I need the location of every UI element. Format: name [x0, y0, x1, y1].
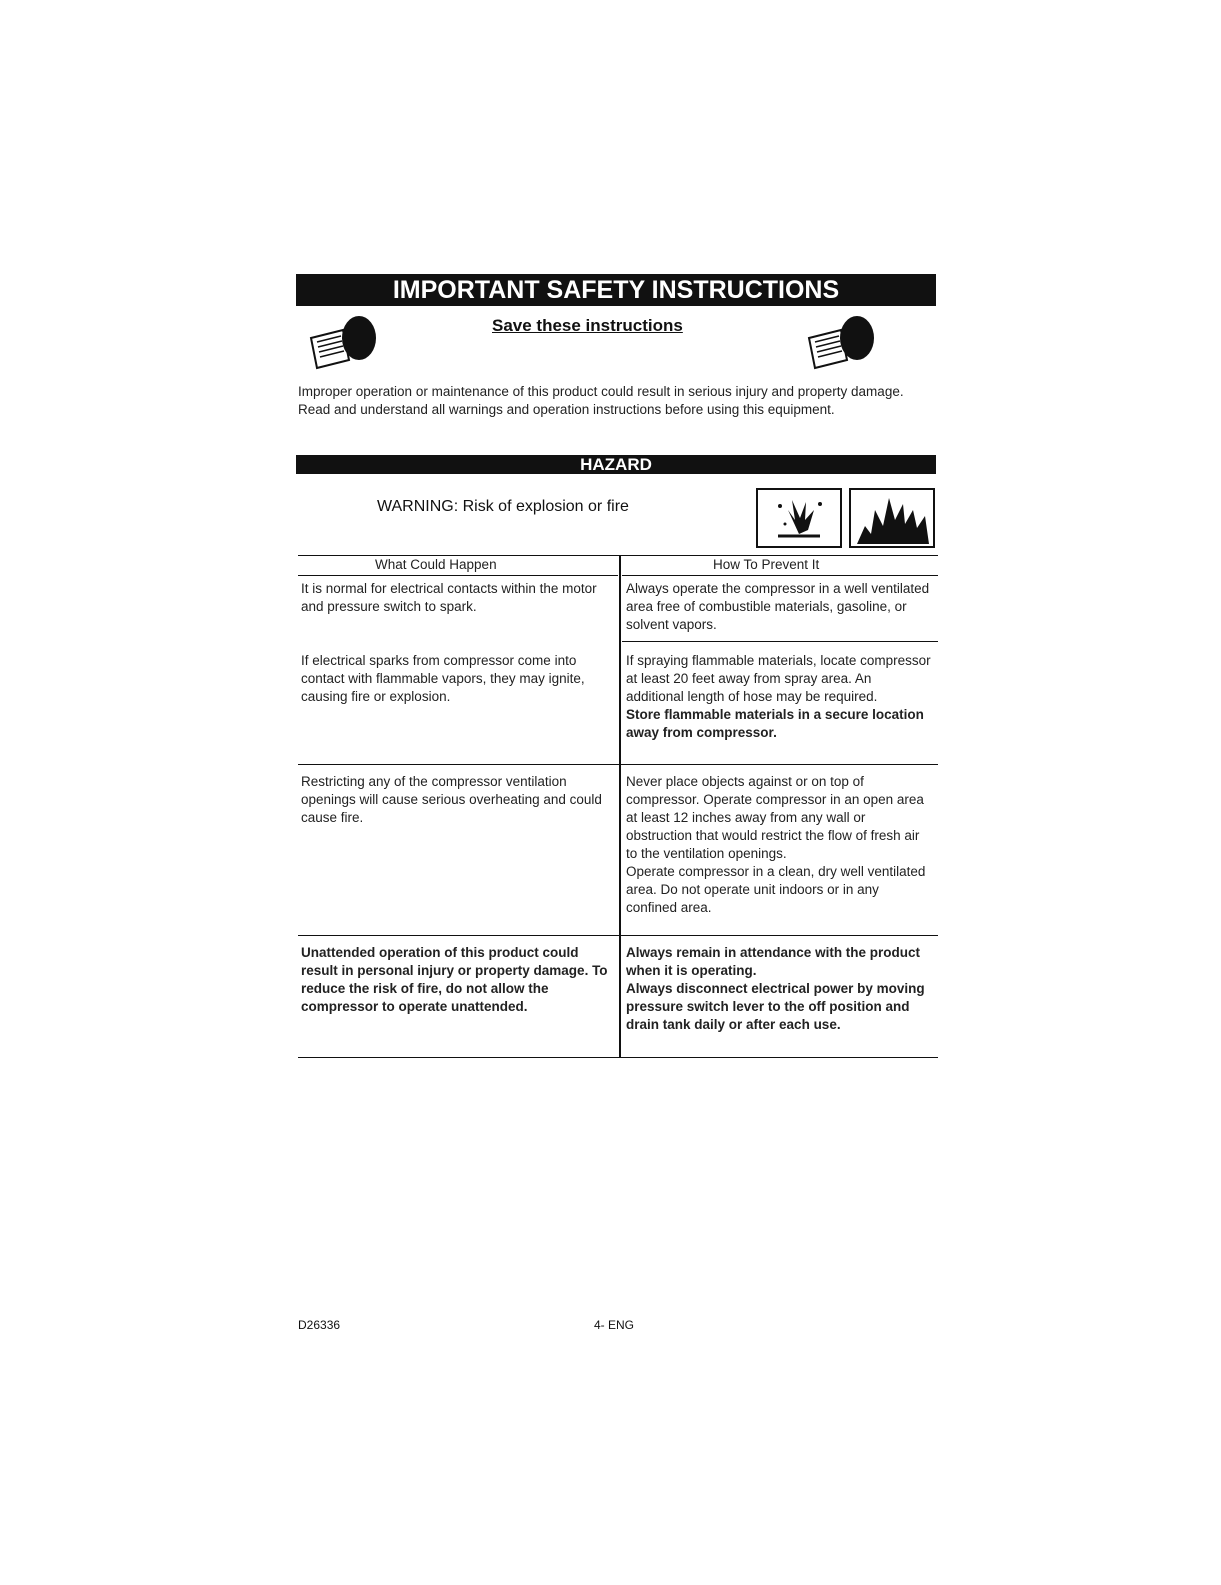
- table-row-2-happen: If electrical sparks from compressor come into contact with flammable vapors, they may ignite, causing fire or explosion.: [301, 653, 585, 704]
- table-row-4-happen: Unattended operation of this product could result in personal injury or property damage. To reduce the risk of fire, do not allow the compressor to operate unattended.: [301, 945, 608, 1014]
- warning-text: WARNING: Risk of explosion or fire: [377, 498, 629, 515]
- header-rule: [298, 575, 618, 576]
- page-number: 4- ENG: [594, 1318, 635, 1332]
- header-rule: [622, 575, 938, 576]
- row-divider: [298, 935, 938, 936]
- table-row-2-prevent: If spraying flammable materials, locate compressor at least 20 feet away from spray area. An additional length of hose may be required. Store flammable materials in a secure location away from compressor.: [626, 653, 931, 740]
- document-id: D26336: [298, 1318, 341, 1332]
- table-row-3-prevent: Never place objects against or on top of compressor. Operate compressor in an open area at least 12 inches away from any wall or obstruction that would restrict the flow of fresh air to the ventilation openings. Operate compressor in a clean, dry well ventilated area. Do not operate unit indoors or in any confined area.: [626, 774, 926, 915]
- table-row-1-happen: It is normal for electrical contacts within the motor and pressure switch to spark.: [301, 581, 597, 614]
- explosion-icon: [756, 488, 842, 548]
- table-row-1-prevent: Always operate the compressor in a well ventilated area free of combustible materials, gasoline, or solvent vapors.: [626, 581, 930, 632]
- row-divider: [298, 764, 938, 765]
- hazard-heading: HAZARD: [296, 455, 936, 474]
- row-divider: [622, 641, 938, 642]
- column-header-how-to-prevent: How To Prevent It: [713, 557, 820, 572]
- save-instructions-heading: Save these instructions: [492, 316, 683, 335]
- intro-paragraph: Improper operation or maintenance of this product could result in serious injury and property damage. Read and understand all warnings and operation instructions before using this equipment.: [298, 384, 904, 417]
- column-header-what-could-happen: What Could Happen: [375, 557, 497, 572]
- page-title: IMPORTANT SAFETY INSTRUCTIONS: [296, 274, 936, 306]
- table-row-4-prevent: Always remain in attendance with the product when it is operating. Always disconnect electrical power by moving pressure switch lever to the off position and drain tank daily or after each use.: [626, 945, 925, 1032]
- table-top-rule: [298, 555, 938, 556]
- column-divider: [619, 555, 621, 1057]
- table-row-3-happen: Restricting any of the compressor ventilation openings will cause serious overheating and could cause fire.: [301, 774, 602, 825]
- manual-reader-icon: [803, 314, 883, 372]
- fire-icon: [849, 488, 935, 548]
- table-bottom-rule: [298, 1057, 938, 1058]
- manual-reader-icon: [305, 314, 385, 372]
